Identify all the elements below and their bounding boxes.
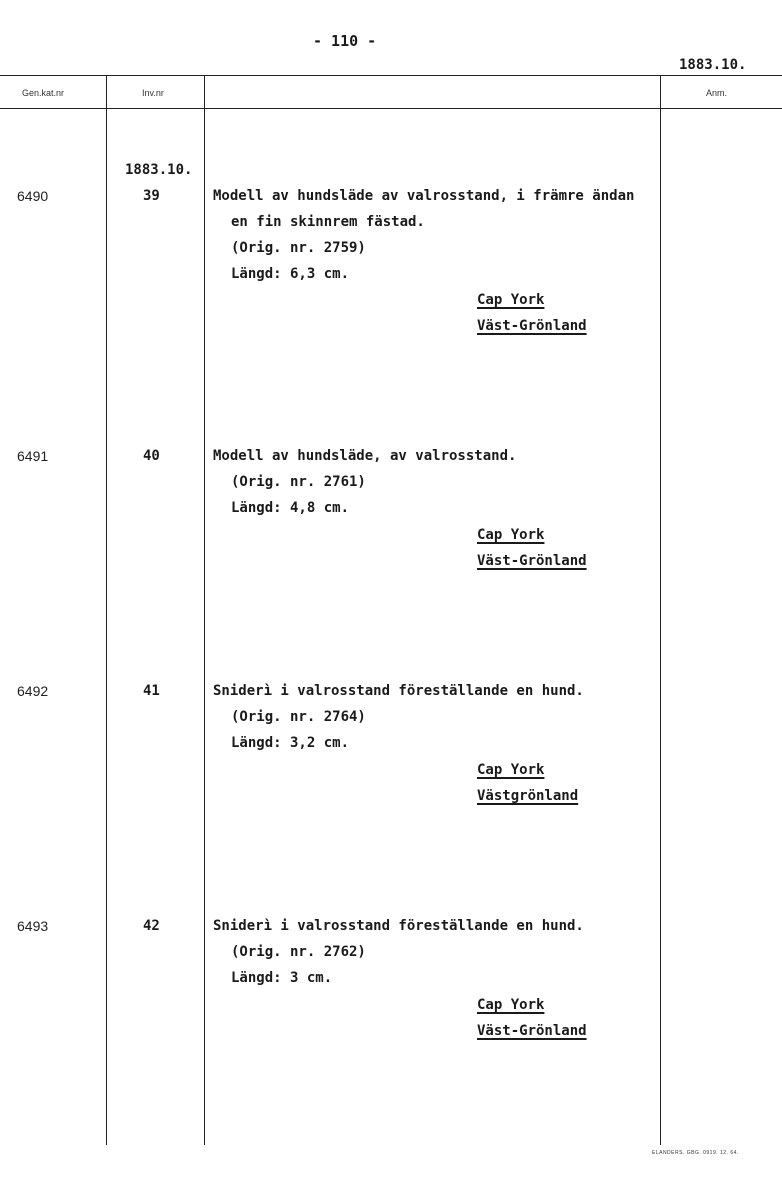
column-header-inv: Inv.nr	[142, 88, 164, 98]
entry-description-line: Sniderì i valrosstand föreställande en hund.	[213, 918, 584, 934]
inv-nr: 40	[143, 448, 160, 464]
entry-orig-nr: (Orig. nr. 2761)	[231, 474, 366, 490]
column-divider-3	[660, 75, 661, 1145]
entry-region: Väst-Grönland	[477, 553, 587, 569]
entry-length: Längd: 3,2 cm.	[231, 735, 350, 751]
column-header-gen-kat: Gen.kat.nr	[22, 88, 65, 98]
entry-description-line: en fin skinnrem fästad.	[231, 214, 425, 230]
entry-place: Cap York	[477, 292, 545, 308]
entry-length: Längd: 4,8 cm.	[231, 500, 350, 516]
header-bottom-rule	[0, 108, 782, 109]
entry-description-line: Modell av hundsläde, av valrosstand.	[213, 448, 517, 464]
acquisition-code: 1883.10.	[679, 57, 747, 73]
section-year: 1883.10.	[125, 162, 193, 178]
entry-region: Väst-Grönland	[477, 1023, 587, 1039]
entry-length: Längd: 3 cm.	[231, 970, 333, 986]
entry-orig-nr: (Orig. nr. 2759)	[231, 240, 366, 256]
printer-footer: ELANDERS. GBG. 0919. 12. 64.	[652, 1150, 739, 1156]
column-divider-1	[106, 75, 107, 1145]
gen-kat-nr: 6492	[17, 683, 49, 699]
inv-nr: 42	[143, 918, 160, 934]
entry-region: Västgrönland	[477, 788, 579, 804]
entry-description-line: Sniderì i valrosstand föreställande en hund.	[213, 683, 584, 699]
entry-place: Cap York	[477, 527, 545, 543]
entry-place: Cap York	[477, 762, 545, 778]
entry-description-line: Modell av hundsläde av valrosstand, i främre ändan	[213, 188, 635, 204]
page-number: - 110 -	[313, 32, 377, 50]
gen-kat-nr: 6493	[17, 918, 49, 934]
entry-orig-nr: (Orig. nr. 2762)	[231, 944, 366, 960]
column-header-anm: Anm.	[706, 88, 728, 98]
inv-nr: 41	[143, 683, 160, 699]
inv-nr: 39	[143, 188, 160, 204]
entry-place: Cap York	[477, 997, 545, 1013]
entry-orig-nr: (Orig. nr. 2764)	[231, 709, 366, 725]
entry-length: Längd: 6,3 cm.	[231, 266, 350, 282]
gen-kat-nr: 6490	[17, 188, 49, 204]
column-divider-2	[204, 75, 205, 1145]
header-top-rule	[0, 75, 782, 76]
gen-kat-nr: 6491	[17, 448, 49, 464]
entry-region: Väst-Grönland	[477, 318, 587, 334]
